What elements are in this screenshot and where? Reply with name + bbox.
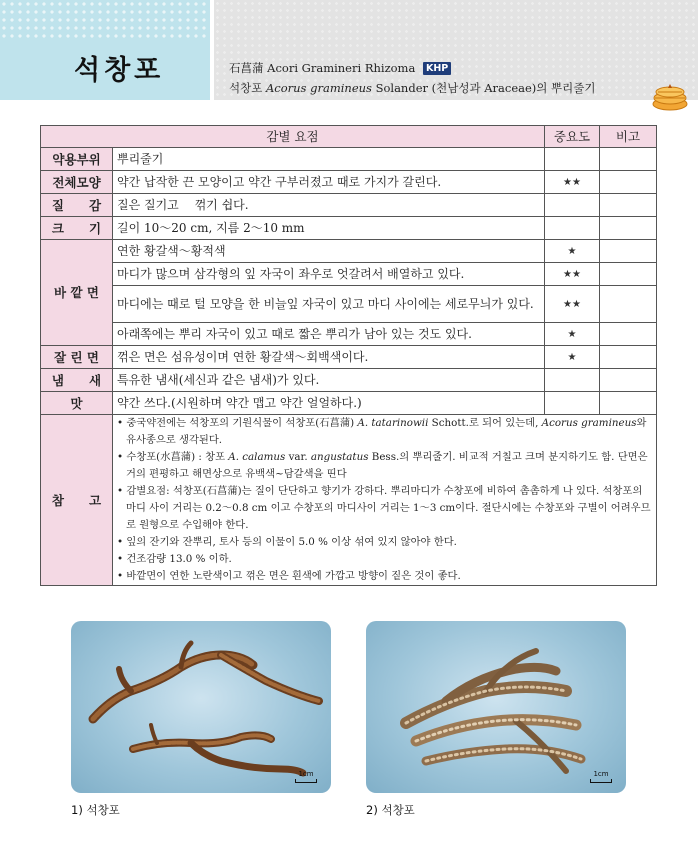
- ref-text: • 수창포(水菖蒲) : 창포: [117, 451, 229, 463]
- importance-stars: [545, 194, 600, 217]
- row-label: 냄 새: [41, 369, 113, 392]
- herb-bundle-icon: [650, 80, 690, 112]
- photo-caption-1: 1) 석창포: [71, 803, 120, 817]
- col-header-main: 감별 요점: [41, 126, 545, 148]
- scale-bar: [590, 770, 612, 783]
- note-cell: [600, 148, 657, 171]
- table-row: [41, 171, 657, 194]
- note-cell: [600, 369, 657, 392]
- importance-stars: ★: [545, 240, 600, 263]
- reference-item: • 건조감량 13.0 % 이하.: [117, 553, 232, 565]
- importance-stars: ★★: [545, 286, 600, 323]
- row-label: 잘 린 면: [41, 346, 113, 369]
- row-label: 전체모양: [41, 171, 113, 194]
- row-label: 질 감: [41, 194, 113, 217]
- scale-label: 1cm: [593, 770, 609, 778]
- scale-label: 1cm: [298, 770, 314, 778]
- ref-species: Acorus gramineus: [541, 417, 637, 429]
- table-row: [41, 194, 657, 217]
- importance-stars: ★: [545, 323, 600, 346]
- note-cell: [600, 217, 657, 240]
- note-cell: [600, 392, 657, 415]
- table-row: [41, 286, 657, 323]
- importance-stars: ★: [545, 346, 600, 369]
- row-description: 아래쪽에는 뿌리 자국이 있고 때로 짧은 뿌리가 남아 있는 것도 있다.: [113, 323, 545, 346]
- species-origin: Solander (천남성과 Araceae)의 뿌리줄기: [375, 81, 596, 95]
- col-header-note: 비고: [600, 126, 657, 148]
- row-description: 질은 질기고 꺾기 쉽다.: [113, 194, 545, 217]
- table-header-row: [41, 126, 657, 148]
- ref-species: A. tatarinowii: [357, 417, 429, 429]
- importance-stars: [545, 369, 600, 392]
- row-description: 뿌리줄기: [113, 148, 545, 171]
- row-label: 참 고: [41, 415, 113, 586]
- page-title: 석창포: [74, 55, 165, 86]
- row-description: 마디가 많으며 삼각형의 잎 자국이 좌우로 엇갈려서 배열하고 있다.: [113, 263, 545, 286]
- row-description: 특유한 냄새(세신과 같은 냄새)가 있다.: [113, 369, 545, 392]
- note-cell: [600, 263, 657, 286]
- ref-species: A. calamus: [228, 451, 286, 463]
- importance-stars: [545, 148, 600, 171]
- table-row: [41, 240, 657, 263]
- photo-rhizome-1: [71, 621, 331, 793]
- table-row: [41, 217, 657, 240]
- row-label: 크 기: [41, 217, 113, 240]
- table-row: [41, 369, 657, 392]
- herb-hanja-name: 石菖蒲: [229, 61, 264, 75]
- note-cell: [600, 194, 657, 217]
- row-description: 길이 10～20 cm, 지름 2～10 mm: [113, 217, 545, 240]
- photo-caption-2: 2) 석창포: [366, 803, 415, 817]
- ref-text: • 중국약전에는 석창포의 기원식물이 석창포(石菖蒲): [117, 417, 358, 429]
- herb-korean-name: 석창포: [229, 81, 263, 95]
- ref-text: 와 유사종으로 생각된다.: [126, 417, 647, 446]
- scale-bar: [295, 770, 317, 783]
- species-name: Acorus gramineus: [265, 81, 372, 95]
- reference-item: [117, 415, 652, 449]
- table-row: [41, 323, 657, 346]
- herb-latin-name: Acori Gramineri Rhizoma: [267, 61, 416, 75]
- reference-item: • 잎의 잔기와 잔뿌리, 토사 등의 이물이 5.0 % 이상 섞여 있지 않아야 한다.: [117, 536, 457, 548]
- importance-stars: ★★: [545, 263, 600, 286]
- note-cell: [600, 346, 657, 369]
- row-description: 연한 황갈색～황적색: [113, 240, 545, 263]
- title-banner-pattern: [0, 0, 210, 40]
- reference-item: [117, 449, 652, 483]
- table-row: [41, 392, 657, 415]
- table-row: [41, 263, 657, 286]
- ref-text: var.: [285, 451, 311, 463]
- note-cell: [600, 171, 657, 194]
- row-description: 꺾은 면은 섬유성이며 연한 황갈색～회백색이다.: [113, 346, 545, 369]
- ref-species: angustatus: [310, 451, 369, 463]
- header-line-1: [229, 60, 451, 76]
- header-line-2: [229, 80, 596, 96]
- table-row: [41, 148, 657, 171]
- row-label: 바 깥 면: [41, 240, 113, 346]
- ref-text: Bess.의 뿌리줄기. 비교적 거칠고 크며 분지하기도 함. 단면은 거의 편평하고 해면상으로 유백색~담갈색을 띤다: [126, 451, 648, 480]
- row-label: 약용부위: [41, 148, 113, 171]
- importance-stars: [545, 392, 600, 415]
- identification-table: [40, 125, 657, 586]
- table-row-reference: [41, 415, 657, 586]
- note-cell: [600, 286, 657, 323]
- table-row: [41, 346, 657, 369]
- note-cell: [600, 323, 657, 346]
- reference-item: • 바깥면이 연한 노란색이고 꺾은 면은 흰색에 가깝고 방향이 짙은 것이 좋다.: [117, 570, 461, 582]
- importance-stars: [545, 217, 600, 240]
- row-description: 약간 납작한 끈 모양이고 약간 구부러졌고 때로 가지가 갈린다.: [113, 171, 545, 194]
- rhizome-illustration-1: [71, 621, 331, 793]
- reference-item: • 감별요점: 석창포(石菖蒲)는 질이 단단하고 향기가 강하다. 뿌리마디가 수창포에 비하여 촘촘하게 나 있다. 석창포의 마디 사이 거리는 0.2～0.8 cm 이고 수창포의 마디사이 거리는 1～3 cm이다. 절단시에는 수창포와 구별이 어려우므로 원형으로 수입해야 한다.: [117, 485, 651, 531]
- khp-badge: KHP: [423, 62, 451, 75]
- ref-text: Schott.로 되어 있는데,: [428, 417, 542, 429]
- photo-rhizome-2: [366, 621, 626, 793]
- importance-stars: ★★: [545, 171, 600, 194]
- row-label: 맛: [41, 392, 113, 415]
- note-cell: [600, 240, 657, 263]
- row-description: 약간 쓰다.(시원하며 약간 맵고 약간 얼얼하다.): [113, 392, 545, 415]
- rhizome-illustration-2: [366, 621, 626, 793]
- col-header-importance: 중요도: [545, 126, 600, 148]
- reference-notes: [113, 415, 657, 586]
- row-description: 마디에는 때로 털 모양을 한 비늘잎 자국이 있고 마디 사이에는 세로무늬가 있다.: [113, 286, 545, 323]
